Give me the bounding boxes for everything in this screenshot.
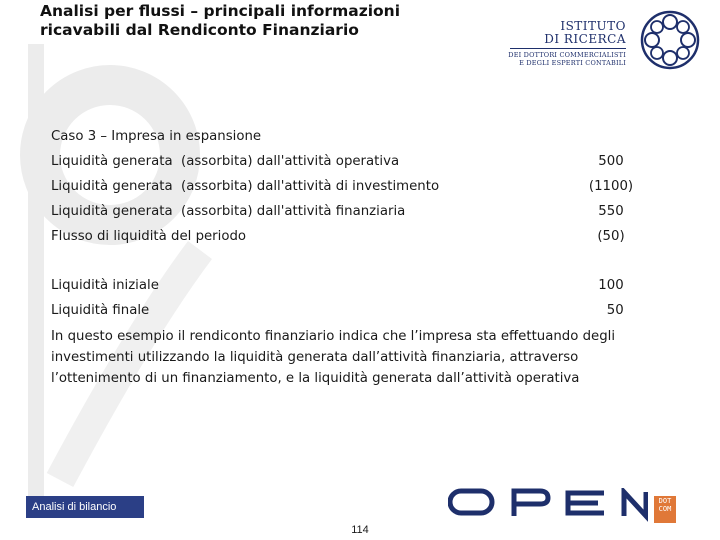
table-row [51,298,651,323]
title-line-1: Analisi per flussi – principali informazioni [40,2,401,20]
institute-logo-icon [638,8,702,72]
case-heading [51,124,651,149]
dotcom-badge: DOT COM [654,496,676,523]
open-logo [448,488,648,522]
institute-name-line-3: DEI DOTTORI COMMERCIALISTI [508,51,626,59]
row-label: Liquidità generata (assorbita) dall'attività di investimento [51,179,440,194]
row-value: (50) [597,229,625,244]
case-heading-text: Caso 3 – Impresa in espansione [51,129,262,144]
page-number: 114 [351,524,369,536]
explanation-text: In questo esempio il rendiconto finanziario indica che l’impresa sta effettuando degli investimenti utilizzando la liquidità generata dall’attività finanziaria, attraverso l’ottenimento di un finanziamento, e la liquidità generata dall’attività operativa [51,329,616,386]
spacer [51,249,651,273]
row-value: 500 [598,154,624,169]
institute-name-line-2: DI RICERCA [544,32,626,46]
row-label: Flusso di liquidità del periodo [51,229,247,244]
table-row [51,149,651,174]
institute-name-line-1: ISTITUTO [560,19,626,33]
section-label: Analisi di bilancio [26,496,144,518]
institute-logo-text [508,20,626,67]
row-value: (1100) [588,179,634,194]
row-label: Liquidità iniziale [51,278,159,293]
case-table [51,124,651,323]
table-row [51,273,651,298]
title-line-2: ricavabili dal Rendiconto Finanziario [40,21,359,39]
institute-name-line-4: E DEGLI ESPERTI CONTABILI [519,59,626,67]
table-row [51,199,651,224]
row-label: Liquidità finale [51,303,150,318]
table-row [51,174,651,199]
table-row [51,224,651,249]
row-value: 50 [598,303,624,318]
row-value: 550 [598,204,624,219]
row-label: Liquidità generata (assorbita) dall'attività operativa [51,154,400,169]
logo-divider [510,48,626,49]
row-label: Liquidità generata (assorbita) dall'attività finanziaria [51,204,406,219]
slide-title [40,2,490,40]
row-value: 100 [598,278,624,293]
